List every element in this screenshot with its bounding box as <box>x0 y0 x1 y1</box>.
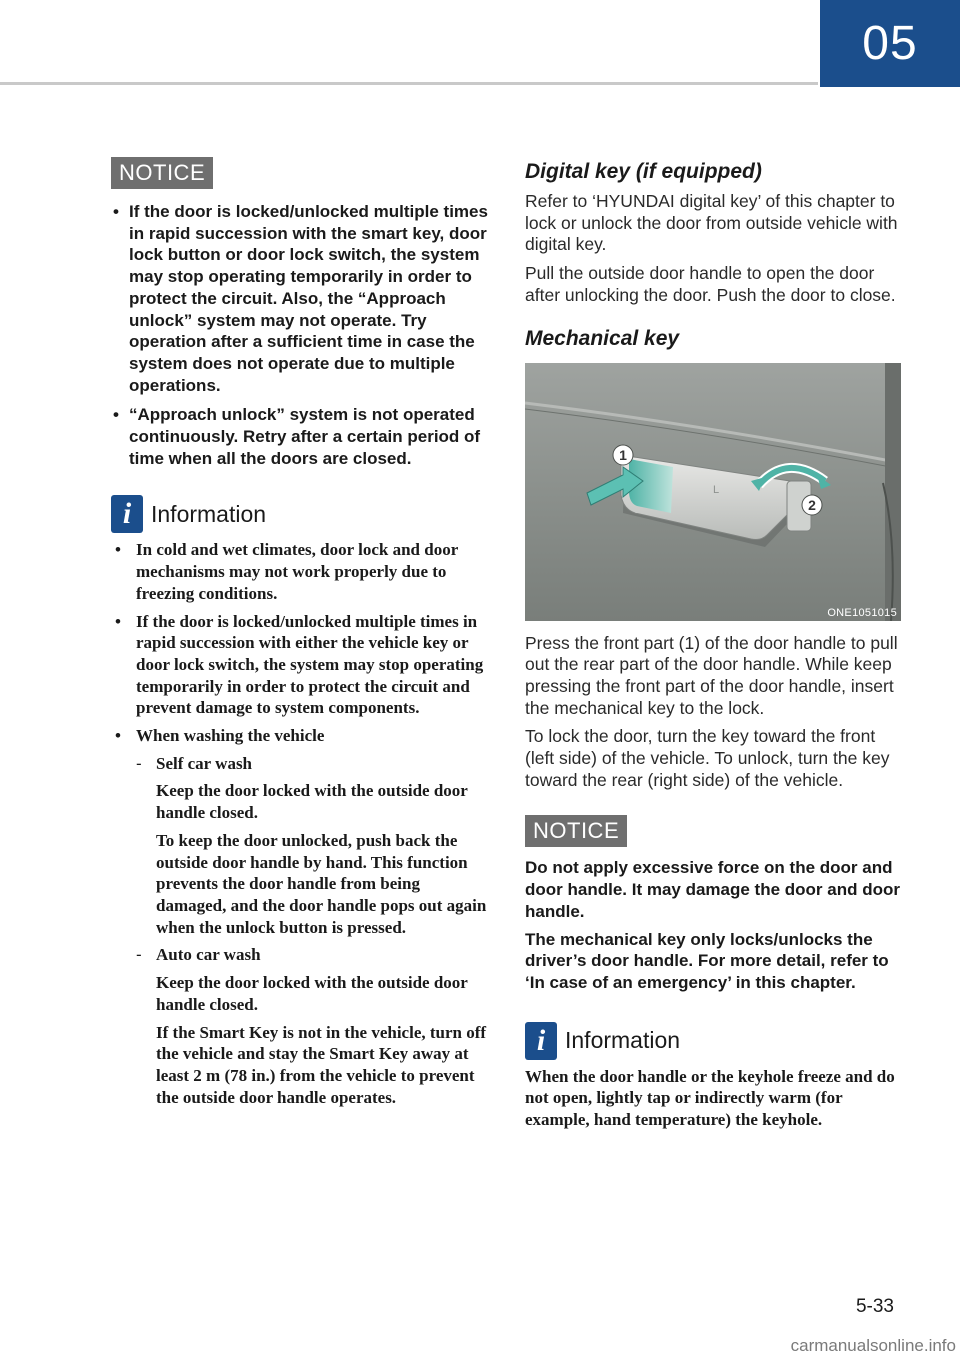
notice-box-right <box>525 815 905 993</box>
sub-item-self-wash <box>136 753 489 939</box>
info-icon: i <box>111 495 143 533</box>
list-item-washing <box>111 725 489 1108</box>
information-list <box>111 539 489 1108</box>
figure-code: ONE1051015 <box>827 606 897 619</box>
paragraph: Refer to ‘HYUNDAI digital key’ of this chapter to lock or unlock the door from outside vehicle with digital key. <box>525 191 898 255</box>
notice-badge: NOTICE <box>525 815 627 847</box>
self-wash-para-2: To keep the door unlocked, push back the outside door handle by hand. This function prevents the door handle from being damaged, and the door handle pops out again when the unlock button is pressed. <box>156 830 487 937</box>
figure-label-2: 2 <box>808 496 816 513</box>
paragraph: To lock the door, turn the key toward the front (left side) of the vehicle. To unlock, turn the key toward the rear (right side) of the vehicle. <box>525 726 890 790</box>
notice-paragraph: The mechanical key only locks/unlocks the driver’s door handle. For more detail, refer to ‘In case of an emergency’ in this chapter. <box>525 929 889 992</box>
mechanical-key-section <box>525 327 905 792</box>
information-heading <box>525 1022 905 1060</box>
auto-wash-title: - Auto car wash <box>156 945 261 965</box>
information-title: Information <box>565 1027 681 1054</box>
notice-badge: NOTICE <box>111 157 213 189</box>
handle-mark: L <box>713 483 720 496</box>
washing-label: When washing the vehicle <box>136 726 325 746</box>
notice-paragraph: Do not apply excessive force on the door and door handle. It may damage the door and door handle. <box>525 858 900 921</box>
information-box-left <box>111 495 489 1108</box>
figure-label-1: 1 <box>619 446 627 463</box>
information-box-right <box>525 1022 905 1131</box>
sub-item-auto-wash <box>136 944 489 1108</box>
information-paragraph: When the door handle or the keyhole freeze and do not open, lightly tap or indirectly warm (for example, hand temperature) the keyhole. <box>525 1066 895 1130</box>
list-item: • In cold and wet climates, door lock and door mechanisms may not work properly due to freezing conditions. <box>111 539 489 604</box>
notice-box-left <box>111 157 489 469</box>
self-wash-para-1: Keep the door locked with the outside door handle closed. <box>156 781 468 823</box>
auto-wash-para-2: If the Smart Key is not in the vehicle, turn off the vehicle and stay the Smart Key away at least 2 m (78 in.) from the vehicle to prevent the outside door handle operates. <box>156 1022 487 1107</box>
list-item: • If the door is locked/unlocked multiple times in rapid succession with the smart key, door lock button or door lock switch, the system may stop operating temporarily in order to protect the circuit. Also, the “Approach unlock” system may not operate. Try operation after a sufficient time in case the system does not operate due to multiple operations. <box>111 201 489 396</box>
list-item: • “Approach unlock” system is not operated continuously. Retry after a certain period of time when all the doors are closed. <box>111 404 489 469</box>
page-number: 5-33 <box>855 1296 894 1317</box>
chapter-tab: 05 <box>820 0 960 87</box>
notice-list <box>111 201 489 469</box>
information-title: Information <box>151 500 267 527</box>
door-handle-illustration <box>525 363 901 621</box>
list-item: • If the door is locked/unlocked multiple times in rapid succession with either the vehicle key or door lock switch, the system may stop operating temporarily in order to protect the circuit and prevent damage to system components. <box>111 611 489 720</box>
self-wash-title: - Self car wash <box>156 753 253 773</box>
watermark: carmanualsonline.info <box>790 1336 956 1355</box>
auto-wash-para-1: Keep the door locked with the outside door handle closed. <box>156 973 468 1014</box>
left-column <box>111 0 489 1114</box>
section-title-digital-key: Digital key (if equipped) <box>525 160 762 183</box>
digital-key-section <box>525 160 905 307</box>
paragraph: Pull the outside door handle to open the door after unlocking the door. Push the door to close. <box>525 263 896 305</box>
right-column <box>525 0 905 1131</box>
section-title-mechanical-key: Mechanical key <box>525 326 680 350</box>
paragraph: Press the front part (1) of the door handle to pull out the rear part of the door handle. While keep pressing the front part of the door handle, insert the mechanical key to the lock. <box>525 632 898 718</box>
washing-sub-list <box>136 753 489 1109</box>
info-icon: i <box>525 1022 557 1060</box>
door-handle-figure <box>525 363 901 621</box>
information-heading <box>111 495 489 533</box>
